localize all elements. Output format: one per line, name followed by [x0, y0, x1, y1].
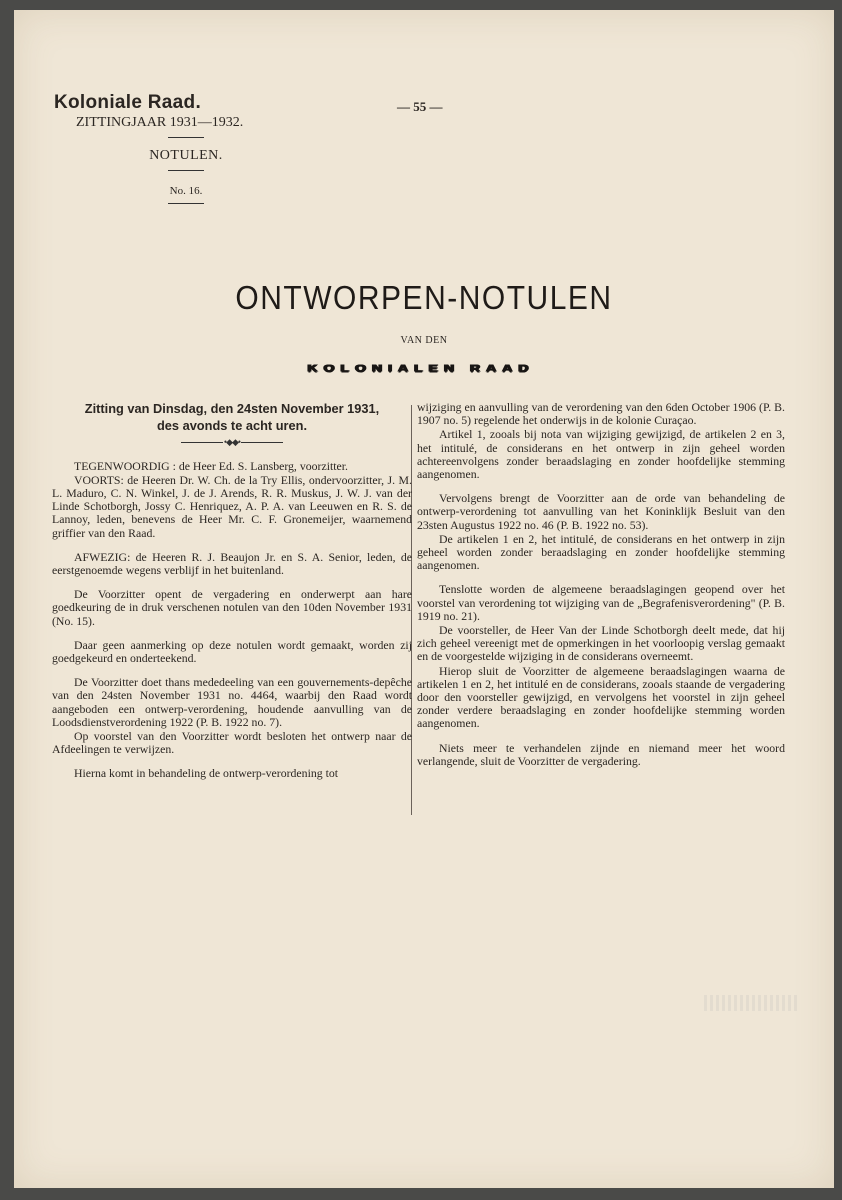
session-year: ZITTINGJAAR 1931—1932. — [76, 115, 244, 130]
council-banner: KOLONIALEN RAAD — [307, 362, 535, 374]
sitting-line: des avonds te acht uren. — [156, 418, 308, 433]
sitting-line: Zitting van Dinsdag, den 24sten November 1931, — [84, 401, 380, 416]
paragraph: VOORTS: de Heeren Dr. W. Ch. de la Try Ellis, ondervoorzitter, J. M. L. Maduro, C. N. Winkel, J. de J. Arends, R. R. Muskus, J. W. J. van der Linde Schotborgh, Jossy C. Henriquez, A. P. A. van Leeuwen en R. S. de Lannoy, leden, benevens de Heer Mr. C. F. Gronemeijer, waarnemend griffier van den Raad. — [52, 472, 412, 540]
page-number: — 55 — — [397, 99, 443, 114]
header-rule — [168, 137, 204, 138]
ornament-rule — [181, 442, 223, 443]
council-name: Koloniale Raad. — [54, 92, 202, 113]
document-number: No. 16. — [169, 185, 203, 197]
ornament — [52, 436, 412, 450]
right-column — [417, 401, 785, 768]
page-title: ONTWORPEN-NOTULEN — [235, 280, 613, 317]
section-label: NOTULEN. — [149, 148, 223, 163]
paragraph: Daar geen aanmerking op deze notulen wordt gemaakt, worden zij goedgekeurd en onderteekend. — [52, 637, 412, 665]
ornament-glyph: •◆◆• — [223, 437, 241, 448]
paragraph: Niets meer te verhandelen zijnde en niemand meer het woord verlangende, sluit de Voorzitter de vergadering. — [417, 740, 785, 768]
paragraph: De voorsteller, de Heer Van der Linde Schotborgh deelt mede, dat hij zich geheel vereenigt met de opmerkingen in het voorloopig verslag gemaakt en de voorgestelde wijziging in de considerans overneemt. — [417, 623, 785, 664]
paragraph: De artikelen 1 en 2, het intitulé, de considerans en het ontwerp in zijn geheel worden zonder beraadslaging en zonder hoofdelijke stemming aangenomen. — [417, 531, 785, 573]
paragraph: Hierop sluit de Voorzitter de algemeene beraadslagingen waarna de artikelen 1 en 2, het intitulé en de considerans, zooals staande de vergadering door den voorsteller gewijzigd, en vervolgens het voorstel in zijn geheel zonder verdere beraadslaging en zonder hoofdelijke stemming worden aangenomen. — [417, 663, 785, 731]
paragraph: Hierna komt in behandeling de ontwerp-verordening tot — [74, 766, 339, 781]
header-block — [54, 92, 296, 204]
ornament-rule — [241, 442, 283, 443]
paragraph: Op voorstel van den Voorzitter wordt besloten het ontwerp naar de Afdeelingen te verwijzen. — [52, 728, 412, 757]
sitting-heading — [52, 400, 412, 434]
paragraph: De Voorzitter opent de vergadering en onderwerpt aan hare goedkeuring de in druk verschenen notulen van den 10den November 1931 (No. 15). — [52, 587, 412, 628]
paragraph: TEGENWOORDIG : de Heer Ed. S. Lansberg, voorzitter. — [74, 458, 348, 473]
document-page — [14, 10, 834, 1188]
paragraph: Tenslotte worden de algemeene beraadslagingen geopend over het voorstel van verordening tot wijziging van de „Begrafenisverordening" (P. B. 1919 no. 21). — [417, 582, 785, 623]
header-rule — [168, 203, 204, 204]
paragraph: Vervolgens brengt de Voorzitter aan de orde van behandeling de ontwerp-verordening tot aanvulling van het Koninklijk Besluit van den 23sten Augustus 1922 no. 46 (P. B. 1922 no. 53). — [417, 491, 785, 532]
paragraph: wijziging en aanvulling van de verordening van den 6den October 1906 (P. B. 1907 no. 5) regelende het onderwijs in de kolonie Curaçao. — [417, 400, 785, 428]
faded-stamp — [704, 995, 799, 1011]
paragraph: Artikel 1, zooals bij nota van wijziging gewijzigd, de artikelen 2 en 3, het intitulé, de considerans en het ontwerp in zijn geheel worden achtereenvolgens zonder beraadslaging en zonder hoofdelijke stemming aangenomen. — [417, 427, 785, 482]
left-column — [52, 400, 412, 781]
header-rule — [168, 170, 204, 171]
title-sub: VAN DEN — [400, 335, 448, 346]
paragraph: AFWEZIG: de Heeren R. J. Beaujon Jr. en S. A. Senior, leden, de eerstgenoemde wegens verblijf in het buitenland. — [52, 549, 412, 577]
paragraph: De Voorzitter doet thans mededeeling van een gouvernements-depêche van den 24sten November 1931 no. 4464, waarbij den Raad wordt aangeboden een ontwerp-verordening, houdende aanvulling van de Loodsdienstverordening 1922 (P. B. 1922 no. 7). — [52, 675, 412, 729]
